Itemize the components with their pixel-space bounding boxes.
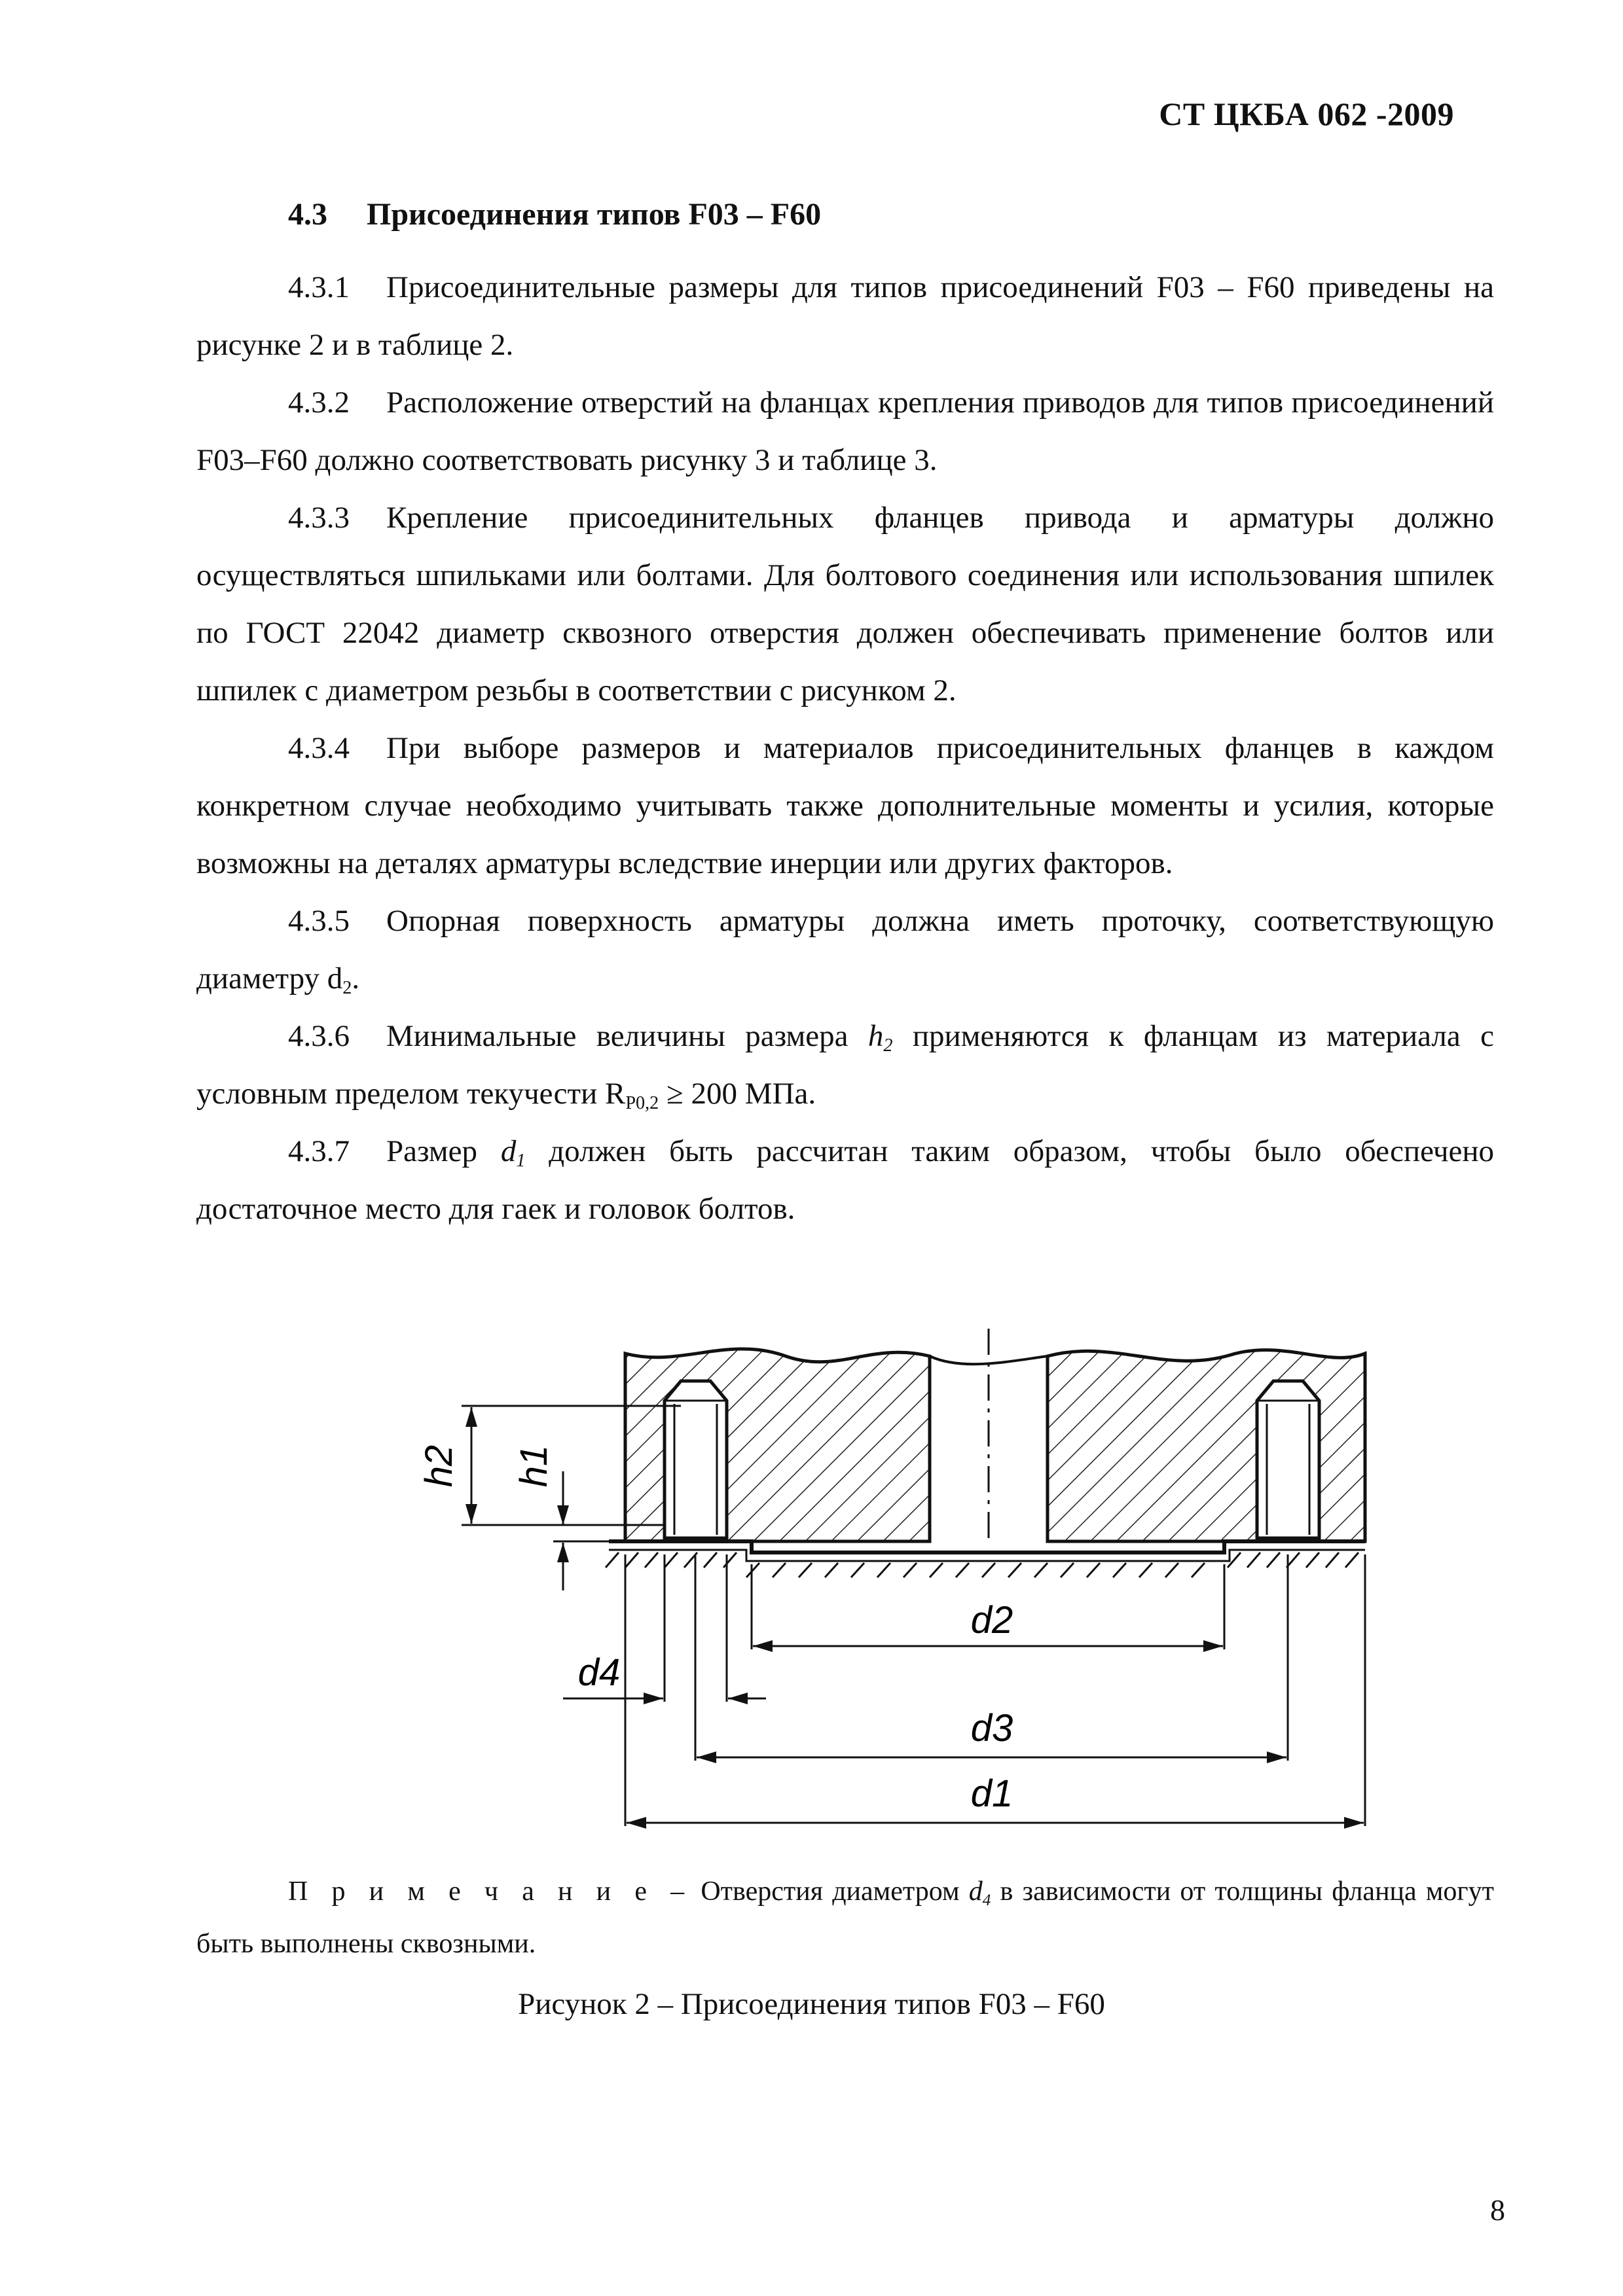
paragraph-number: 4.3.1 [288,270,350,304]
stud-hole-left [665,1381,727,1538]
paragraph-4-3-7 [196,1122,1494,1238]
paragraph-number: 4.3.5 [288,904,350,938]
paragraph-number: 4.3.3 [288,501,350,535]
figure-caption: Рисунок 2 – Присоединения типов F03 – F60 [518,1987,1105,2021]
paragraph-4-3-5 [196,892,1494,1007]
r-subscript: P0,2 [625,1093,659,1113]
label-d4: d4 [577,1651,621,1694]
paragraph-number: 4.3.2 [288,386,350,420]
page-number: 8 [1490,2193,1505,2227]
section-heading [288,196,821,232]
paragraph-text: Размер [386,1134,501,1168]
mounting-surface [606,1541,1365,1577]
paragraph-4-3-1 [196,259,1494,374]
section-number: 4.3 [288,197,327,232]
paragraph-text: При выборе размеров и материалов присоединительных фланцев в каждом конкретном случае необходимо учитывать также дополнительные моменты и усилия, которые возможны на деталях арматуры вследствие инерции или других факторов. [196,731,1494,880]
paragraph-text: Присоединительные размеры для типов присоединений F03 – F60 приведены на рисунке 2 и в таблице 2. [196,270,1494,362]
label-h1: h1 [513,1444,555,1488]
paragraph-number: 4.3.4 [288,731,350,765]
stud-hole-right [1257,1381,1319,1538]
symbol-subscript: 2 [883,1035,893,1056]
note-text: Отверстия диаметром [691,1876,969,1907]
paragraph-text: Минимальные величины размера [386,1019,868,1053]
paragraph-4-3-6 [196,1007,1494,1122]
paragraph-text-end: должен быть рассчитан таким образом, чтобы было обеспечено достаточное место для гаек и головок болтов. [196,1134,1494,1226]
paragraph-number: 4.3.7 [288,1134,350,1168]
note-label: П р и м е ч а н и е – [288,1876,692,1907]
paragraph-text: Опорная поверхность арматуры должна иметь проточку, соответствующую диаметру d [196,904,1494,996]
symbol-d: d [500,1134,517,1168]
paragraphs [196,259,1494,1238]
subscript: 2 [342,978,352,998]
label-h2: h2 [418,1444,460,1488]
paragraph-4-3-3 [196,489,1494,719]
note-symbol: d [968,1876,983,1907]
section-title-text: Присоединения типов F03 – F60 [367,197,822,232]
figure-note [196,1865,1494,1970]
symbol-h: h [867,1019,884,1053]
symbol-subscript: 1 [516,1151,526,1171]
paragraph-text: Расположение отверстий на фланцах крепления приводов для типов присоединений F03–F60 должно соответствовать рисунку 3 и таблице 3. [196,386,1494,477]
label-d3: d3 [970,1707,1013,1749]
paragraph-text-end: . [352,961,360,996]
paragraph-number: 4.3.6 [288,1019,350,1053]
label-d2: d2 [970,1599,1013,1641]
paragraph-4-3-4 [196,719,1494,892]
paragraph-text-end: ≥ 200 МПа. [659,1077,816,1111]
paragraph-text-mid: применяются к фланцам из материала с условным пределом текучести R [196,1019,1494,1111]
paragraph-text: Крепление присоединительных фланцев привода и арматуры должно осуществляться шпильками или болтами. Для болтового соединения или использования шпилек по ГОСТ 22042 диаметр сквозного отверстия должен обеспечивать применение болтов или шпилек с диаметром резьбы в соответствии с рисунком 2. [196,501,1494,708]
paragraph-4-3-2 [196,374,1494,489]
flange-drawing [0,1309,1623,1872]
note-text-end: в зависимости от толщины фланца могут быть выполнены сквозными. [196,1876,1495,1959]
note-symbol-subscript: 4 [982,1892,991,1909]
label-d1: d1 [970,1772,1013,1815]
flange-body [625,1329,1365,1545]
document-code: СТ ЦКБА 062 -2009 [1159,96,1454,132]
